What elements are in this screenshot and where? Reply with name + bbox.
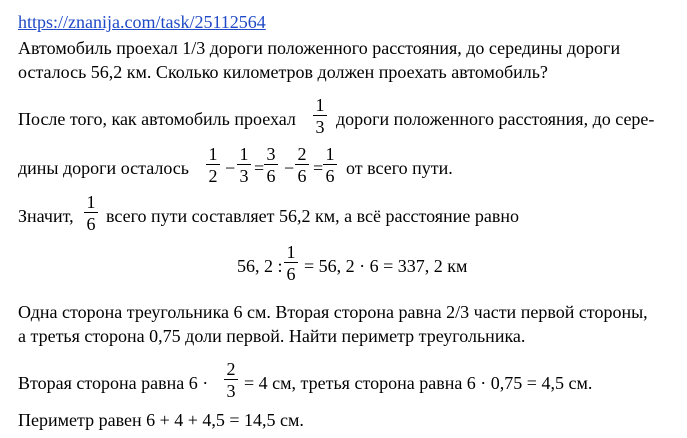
sol1-p1-before: После того, как автомобиль проехал xyxy=(18,109,296,129)
eq-fraction-3 xyxy=(263,145,279,185)
fraction-numerator: 1 xyxy=(86,192,96,212)
eq-left: 56, 2 : xyxy=(237,256,283,276)
fraction-numerator: 3 xyxy=(266,144,276,164)
eq-fraction-5 xyxy=(322,145,338,185)
fraction-bar xyxy=(237,164,251,165)
fraction-numerator: 1 xyxy=(208,144,218,164)
fraction-numerator: 2 xyxy=(297,144,307,164)
eq-right: = 56, 2 · 6 = 337, 2 км xyxy=(304,256,468,276)
eq-fraction-4 xyxy=(294,145,310,185)
minus-sign: − xyxy=(284,158,295,178)
fraction-numerator: 1 xyxy=(286,242,296,262)
fraction-denominator: 3 xyxy=(226,381,236,401)
sol2-line2: Периметр равен 6 + 4 + 4,5 = 14,5 см. xyxy=(18,410,304,430)
fraction-bar xyxy=(284,262,298,263)
source-link[interactable]: https://znanija.com/task/25112564 xyxy=(18,12,266,32)
sol1-p2-before: дины дороги осталось xyxy=(18,158,189,178)
equals-sign: = xyxy=(254,158,265,178)
eq-fraction-2 xyxy=(236,145,252,185)
sol1-p3-after: всего пути составляет 56,2 км, а всё расстояние равно xyxy=(106,206,519,226)
fraction-denominator: 2 xyxy=(208,166,218,186)
fraction-denominator: 3 xyxy=(315,117,325,137)
sol2-l1-after: = 4 см, третья сторона равна 6 · 0,75 = 4,5 см. xyxy=(244,373,593,393)
sol1-p1-after: дороги положенного расстояния, до сере- xyxy=(336,109,655,129)
fraction-numerator: 1 xyxy=(239,144,249,164)
sol1-p3-fraction xyxy=(83,193,99,233)
fraction-bar xyxy=(295,164,309,165)
fraction-numerator: 1 xyxy=(325,144,335,164)
task2-line2: а третья сторона 0,75 доли первой. Найти периметр треугольника. xyxy=(18,326,526,346)
fraction-numerator: 1 xyxy=(315,95,325,115)
sol1-p1-fraction xyxy=(312,96,328,136)
minus-sign: − xyxy=(225,158,236,178)
sol1-p3-before: Значит, xyxy=(18,206,74,226)
fraction-bar xyxy=(323,164,337,165)
sol2-fraction xyxy=(223,360,239,400)
fraction-bar xyxy=(206,164,220,165)
fraction-denominator: 6 xyxy=(297,166,307,186)
fraction-bar xyxy=(264,164,278,165)
fraction-denominator: 6 xyxy=(86,214,96,234)
sol2-l1-before: Вторая сторона равна 6 · xyxy=(18,373,209,393)
fraction-bar xyxy=(84,212,98,213)
task2-line1: Одна сторона треугольника 6 см. Вторая сторона равна 2/3 части первой стороны, xyxy=(18,302,648,322)
equals-sign: = xyxy=(313,158,324,178)
task1-line2: осталось 56,2 км. Сколько километров должен проехать автомобиль? xyxy=(18,62,548,82)
fraction-denominator: 6 xyxy=(325,166,335,186)
eq-fraction xyxy=(283,243,299,283)
fraction-denominator: 6 xyxy=(266,166,276,186)
fraction-denominator: 6 xyxy=(286,264,296,284)
fraction-bar xyxy=(313,115,327,116)
fraction-denominator: 3 xyxy=(239,166,249,186)
sol1-p2-after: от всего пути. xyxy=(346,158,453,178)
eq-fraction-1 xyxy=(205,145,221,185)
fraction-numerator: 2 xyxy=(226,359,236,379)
fraction-bar xyxy=(224,379,238,380)
task1-line1: Автомобиль проехал 1/3 дороги положенного расстояния, до середины дороги xyxy=(18,38,621,58)
